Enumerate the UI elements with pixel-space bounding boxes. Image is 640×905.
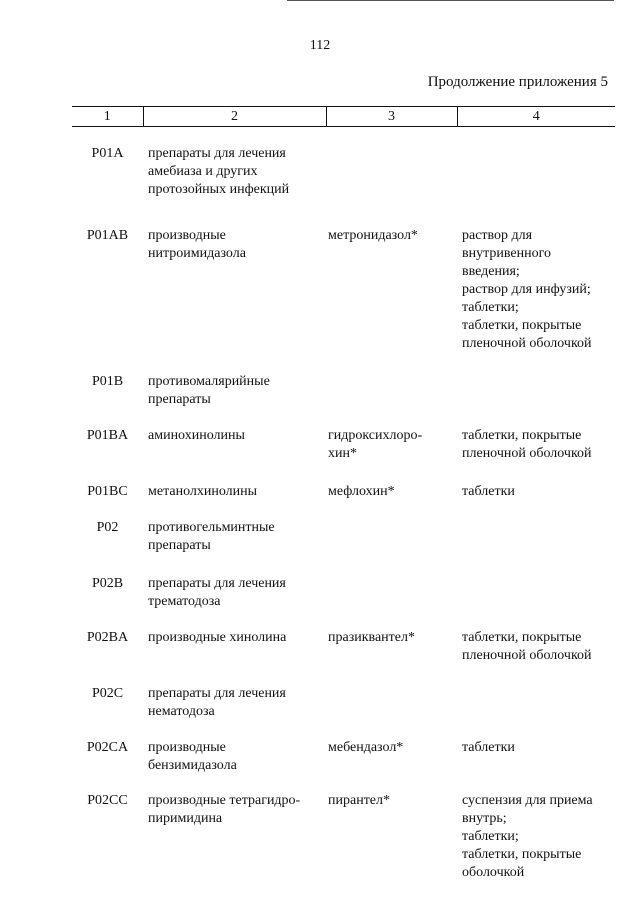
dosage-form-cell: таблетки (462, 484, 515, 499)
table-row (72, 775, 615, 882)
table-row (72, 611, 615, 665)
drug-name-cell: мебендазол* (328, 740, 404, 755)
group-name-cell: производные хинолина (148, 630, 287, 645)
table-row (72, 127, 615, 200)
group-name-cell: противогельминтные препараты (148, 520, 275, 553)
drug-name-cell: пирантел* (328, 793, 391, 808)
group-name-cell: производные нитроимидазола (148, 228, 246, 261)
drug-name-cell: гидроксихлоро- хин* (328, 428, 423, 461)
group-name-cell: противомалярийные препараты (148, 374, 270, 407)
group-name-cell: препараты для лечения трематодоза (148, 576, 286, 609)
group-name-cell: производные бензимидазола (148, 740, 237, 773)
group-name-cell: производные тетрагидро- пиримидина (148, 793, 301, 826)
drug-name-cell (326, 555, 457, 611)
atc-code-cell: P01A (91, 146, 124, 161)
atc-code-cell: P02CA (86, 740, 129, 755)
table-row (72, 501, 615, 555)
atc-code-cell: P02 (96, 520, 119, 535)
dosage-form-cell: таблетки, покрытые пленочной оболочкой (462, 428, 592, 461)
top-rule (287, 0, 614, 1)
dosage-form-cell (457, 127, 615, 200)
table-row (72, 353, 615, 409)
table-row (72, 409, 615, 463)
drug-name-cell: метронидазол* (328, 228, 418, 243)
atc-code-cell: P01BC (87, 484, 128, 499)
column-header-4: 4 (457, 107, 615, 127)
table-row (72, 555, 615, 611)
table-row (72, 199, 615, 353)
atc-code-cell: P01AB (86, 228, 129, 243)
table-row (72, 721, 615, 775)
column-header-1: 1 (72, 107, 143, 127)
drug-name-cell (326, 501, 457, 555)
group-name-cell: аминохинолины (148, 428, 245, 443)
atc-code-cell: P02CC (87, 793, 128, 808)
drug-name-cell: мефлохин* (328, 484, 395, 499)
dosage-form-cell (457, 353, 615, 409)
drug-name-cell (326, 665, 457, 721)
atc-code-cell: P02C (91, 686, 124, 701)
dosage-form-cell: таблетки, покрытые пленочной оболочкой (462, 630, 592, 663)
dosage-form-cell: суспензия для приема внутрь; таблетки; таблетки, покрытые оболочкой (462, 793, 593, 880)
dosage-form-cell (457, 665, 615, 721)
drug-name-cell: празиквантел* (328, 630, 415, 645)
atc-code-cell: P02BA (86, 630, 129, 645)
drug-name-cell (326, 127, 457, 200)
group-name-cell: метанолхинолины (148, 484, 258, 499)
column-header-2: 2 (143, 107, 326, 127)
group-name-cell: препараты для лечения нематодоза (148, 686, 286, 719)
table-header-row (72, 107, 615, 127)
dosage-form-cell: раствор для внутривенного введения; раствор для инфузий; таблетки; таблетки, покрытые пленочной оболочкой (462, 228, 592, 351)
dosage-form-cell (457, 555, 615, 611)
atc-code-cell: P01B (91, 374, 124, 389)
classification-table (72, 106, 615, 882)
group-name-cell: препараты для лечения амебиаза и других протозойных инфекций (148, 146, 290, 197)
dosage-form-cell (457, 501, 615, 555)
table-row (72, 463, 615, 501)
dosage-form-cell: таблетки (462, 740, 515, 755)
column-header-3: 3 (326, 107, 457, 127)
drug-name-cell (326, 353, 457, 409)
atc-code-cell: P01BA (86, 428, 129, 443)
atc-code-cell: P02B (91, 576, 124, 591)
continuation-label: Продолжение приложения 5 (427, 74, 608, 90)
page-number: 112 (309, 38, 331, 53)
table-row (72, 665, 615, 721)
